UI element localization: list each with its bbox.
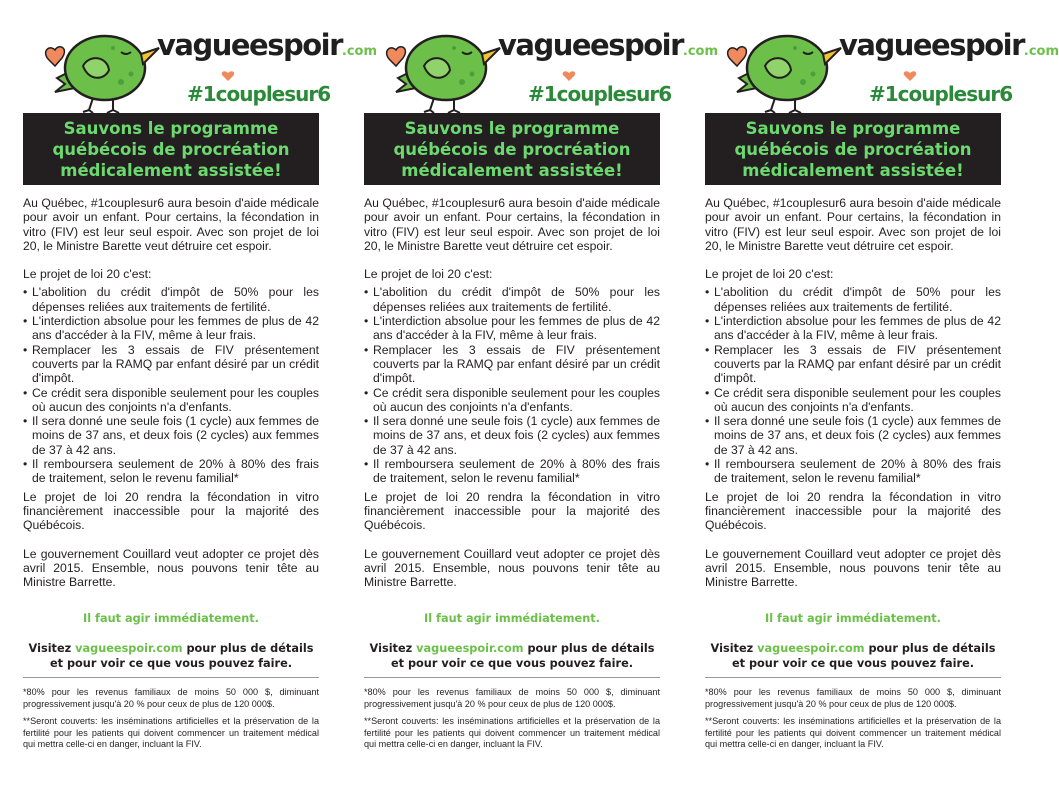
- visit-suffix: pour plus de détails: [186, 642, 314, 655]
- green-bird-with-heart-icon: [35, 18, 165, 114]
- logo: [705, 12, 1059, 112]
- list-item: • Il sera donné une seule fois (1 cycle) aux femmes de moins de 37 ans, et deux fois (2 cycles) aux femmes de 37 à 42 ans.: [364, 414, 660, 457]
- headline-banner: [23, 113, 319, 185]
- headline-banner: [364, 113, 660, 185]
- intro-paragraph: Au Québec, #1couplesur6 aura besoin d'aide médicale pour avoir un enfant. Pour certains, la fécondation in vitro (FIV) est leur seul espoir. Avec son projet de loi 20, le Ministre Barette veut détruire cet espoir.: [705, 196, 1001, 253]
- headline-line: québécois de procréation: [734, 139, 972, 159]
- website-link[interactable]: vagueespoir.com: [416, 642, 524, 655]
- hashtag: #1couplesur6: [187, 82, 331, 106]
- bullet-list: [364, 285, 660, 485]
- call-to-action: Il faut agir immédiatement.: [424, 612, 600, 625]
- list-item: • L'interdiction absolue pour les femmes de plus de 42 ans d'accéder à la FIV, même à leur frais.: [705, 314, 1001, 343]
- headline-line: québécois de procréation: [393, 139, 631, 159]
- list-item: • Ce crédit sera disponible seulement pour les couples où aucun des conjoints n'a d'enfants.: [705, 386, 1001, 415]
- list-item: • Il sera donné une seule fois (1 cycle) aux femmes de moins de 37 ans, et deux fois (2 cycles) aux femmes de 37 à 42 ans.: [705, 414, 1001, 457]
- paragraph: Le gouvernement Couillard veut adopter ce projet dès avril 2015. Ensemble, nous pouvons tenir tête au Ministre Barrette.: [705, 546, 1001, 590]
- heart-icon: [903, 70, 917, 82]
- website-link[interactable]: vagueespoir.com: [75, 642, 183, 655]
- footnote: *80% pour les revenus familiaux de moins 50 000 $, diminuant progressivement jusqu'à 20 % pour ceux de plus de 120 000$.: [23, 687, 319, 709]
- visit-prefix: Visitez: [369, 642, 413, 655]
- heart-icon: [562, 70, 576, 82]
- paragraph: Le gouvernement Couillard veut adopter ce projet dès avril 2015. Ensemble, nous pouvons tenir tête au Ministre Barrette.: [364, 546, 660, 590]
- divider: [364, 677, 660, 678]
- footnote: **Seront couverts: les inséminations artificielles et la préservation de la fertilité pour les patients qui doivent commencer un traitement médical qui mettra celle-ci en danger, incluant la FIV.: [364, 716, 660, 750]
- hashtag: #1couplesur6: [528, 82, 672, 106]
- list-item: • Il sera donné une seule fois (1 cycle) aux femmes de moins de 37 ans, et deux fois (2 cycles) aux femmes de 37 à 42 ans.: [23, 414, 319, 457]
- divider: [705, 677, 1001, 678]
- body-text: [23, 196, 319, 589]
- visit-line-2: et pour voir ce que vous pouvez faire.: [731, 657, 975, 670]
- bullet-list: [23, 285, 319, 485]
- green-bird-with-heart-icon: [717, 18, 847, 114]
- footnotes: [23, 687, 319, 757]
- brand-name: vagueespoir.com: [157, 28, 378, 62]
- hashtag: #1couplesur6: [869, 82, 1013, 106]
- visit-line-2: et pour voir ce que vous pouvez faire.: [390, 657, 634, 670]
- list-item: • Remplacer les 3 essais de FIV présentement couverts par la RAMQ par enfant désiré par un crédit d'impôt.: [705, 343, 1001, 386]
- list-item: • Ce crédit sera disponible seulement pour les couples où aucun des conjoints n'a d'enfants.: [23, 386, 319, 415]
- visit-suffix: pour plus de détails: [868, 642, 996, 655]
- paragraph: Le projet de loi 20 rendra la fécondation in vitro financièrement inaccessible pour la majorité des Québécois.: [705, 489, 1001, 533]
- list-item: • Remplacer les 3 essais de FIV présentement couverts par la RAMQ par enfant désiré par un crédit d'impôt.: [23, 343, 319, 386]
- heart-icon: [221, 70, 235, 82]
- paragraph: Le projet de loi 20 rendra la fécondation in vitro financièrement inaccessible pour la majorité des Québécois.: [364, 489, 660, 533]
- headline-line: médicalement assistée!: [401, 160, 623, 180]
- flyer-column-3: [705, 0, 1059, 791]
- list-item: • Il remboursera seulement de 20% à 80% des frais de traitement, selon le revenu familial*: [364, 457, 660, 486]
- list-item: • L'abolition du crédit d'impôt de 50% pour les dépenses reliées aux traitements de fertilité.: [705, 285, 1001, 314]
- footnote: **Seront couverts: les inséminations artificielles et la préservation de la fertilité pour les patients qui doivent commencer un traitement médical qui mettra celle-ci en danger, incluant la FIV.: [23, 716, 319, 750]
- list-item: • L'interdiction absolue pour les femmes de plus de 42 ans d'accéder à la FIV, même à leur frais.: [23, 314, 319, 343]
- footnote: *80% pour les revenus familiaux de moins 50 000 $, diminuant progressivement jusqu'à 20 % pour ceux de plus de 120 000$.: [364, 687, 660, 709]
- list-item: • Remplacer les 3 essais de FIV présentement couverts par la RAMQ par enfant désiré par un crédit d'impôt.: [364, 343, 660, 386]
- list-item: • Il remboursera seulement de 20% à 80% des frais de traitement, selon le revenu familial*: [23, 457, 319, 486]
- visit-suffix: pour plus de détails: [527, 642, 655, 655]
- headline-line: Sauvons le programme: [404, 118, 620, 138]
- headline-line: médicalement assistée!: [60, 160, 282, 180]
- headline-line: médicalement assistée!: [742, 160, 964, 180]
- headline-line: Sauvons le programme: [745, 118, 961, 138]
- list-heading: Le projet de loi 20 c'est:: [364, 267, 493, 282]
- footnote: *80% pour les revenus familiaux de moins 50 000 $, diminuant progressivement jusqu'à 20 % pour ceux de plus de 120 000$.: [705, 687, 1001, 709]
- intro-paragraph: Au Québec, #1couplesur6 aura besoin d'aide médicale pour avoir un enfant. Pour certains, la fécondation in vitro (FIV) est leur seul espoir. Avec son projet de loi 20, le Ministre Barette veut détruire cet espoir.: [23, 196, 319, 253]
- paragraph: Le projet de loi 20 rendra la fécondation in vitro financièrement inaccessible pour la majorité des Québécois.: [23, 489, 319, 533]
- list-item: • L'abolition du crédit d'impôt de 50% pour les dépenses reliées aux traitements de fertilité.: [364, 285, 660, 314]
- headline-line: québécois de procréation: [52, 139, 290, 159]
- list-heading: Le projet de loi 20 c'est:: [23, 267, 152, 282]
- list-item: • L'abolition du crédit d'impôt de 50% pour les dépenses reliées aux traitements de fertilité.: [23, 285, 319, 314]
- list-item: • Ce crédit sera disponible seulement pour les couples où aucun des conjoints n'a d'enfants.: [364, 386, 660, 415]
- headline-line: Sauvons le programme: [63, 118, 279, 138]
- footnote: **Seront couverts: les inséminations artificielles et la préservation de la fertilité pour les patients qui doivent commencer un traitement médical qui mettra celle-ci en danger, incluant la FIV.: [705, 716, 1001, 750]
- paragraph: Le gouvernement Couillard veut adopter ce projet dès avril 2015. Ensemble, nous pouvons tenir tête au Ministre Barrette.: [23, 546, 319, 590]
- body-text: [364, 196, 660, 589]
- visit-prefix: Visitez: [28, 642, 72, 655]
- call-to-action: Il faut agir immédiatement.: [765, 612, 941, 625]
- brand-name: vagueespoir.com: [839, 28, 1059, 62]
- flyer-column-1: [23, 0, 378, 791]
- headline-banner: [705, 113, 1001, 185]
- footnotes: [364, 687, 660, 757]
- website-link[interactable]: vagueespoir.com: [757, 642, 865, 655]
- intro-paragraph: Au Québec, #1couplesur6 aura besoin d'aide médicale pour avoir un enfant. Pour certains, la fécondation in vitro (FIV) est leur seul espoir. Avec son projet de loi 20, le Ministre Barette veut détruire cet espoir.: [364, 196, 660, 253]
- divider: [23, 677, 319, 678]
- body-text: [705, 196, 1001, 589]
- visit-line: [364, 641, 660, 671]
- logo: [364, 12, 719, 112]
- green-bird-with-heart-icon: [376, 18, 506, 114]
- footnotes: [705, 687, 1001, 757]
- visit-line: [23, 641, 319, 671]
- visit-line: [705, 641, 1001, 671]
- flyer-column-2: [364, 0, 719, 791]
- visit-line-2: et pour voir ce que vous pouvez faire.: [49, 657, 293, 670]
- logo: [23, 12, 378, 112]
- visit-prefix: Visitez: [710, 642, 754, 655]
- call-to-action: Il faut agir immédiatement.: [83, 612, 259, 625]
- list-item: • Il remboursera seulement de 20% à 80% des frais de traitement, selon le revenu familial*: [705, 457, 1001, 486]
- brand-name: vagueespoir.com: [498, 28, 719, 62]
- bullet-list: [705, 285, 1001, 485]
- list-heading: Le projet de loi 20 c'est:: [705, 267, 834, 282]
- list-item: • L'interdiction absolue pour les femmes de plus de 42 ans d'accéder à la FIV, même à leur frais.: [364, 314, 660, 343]
